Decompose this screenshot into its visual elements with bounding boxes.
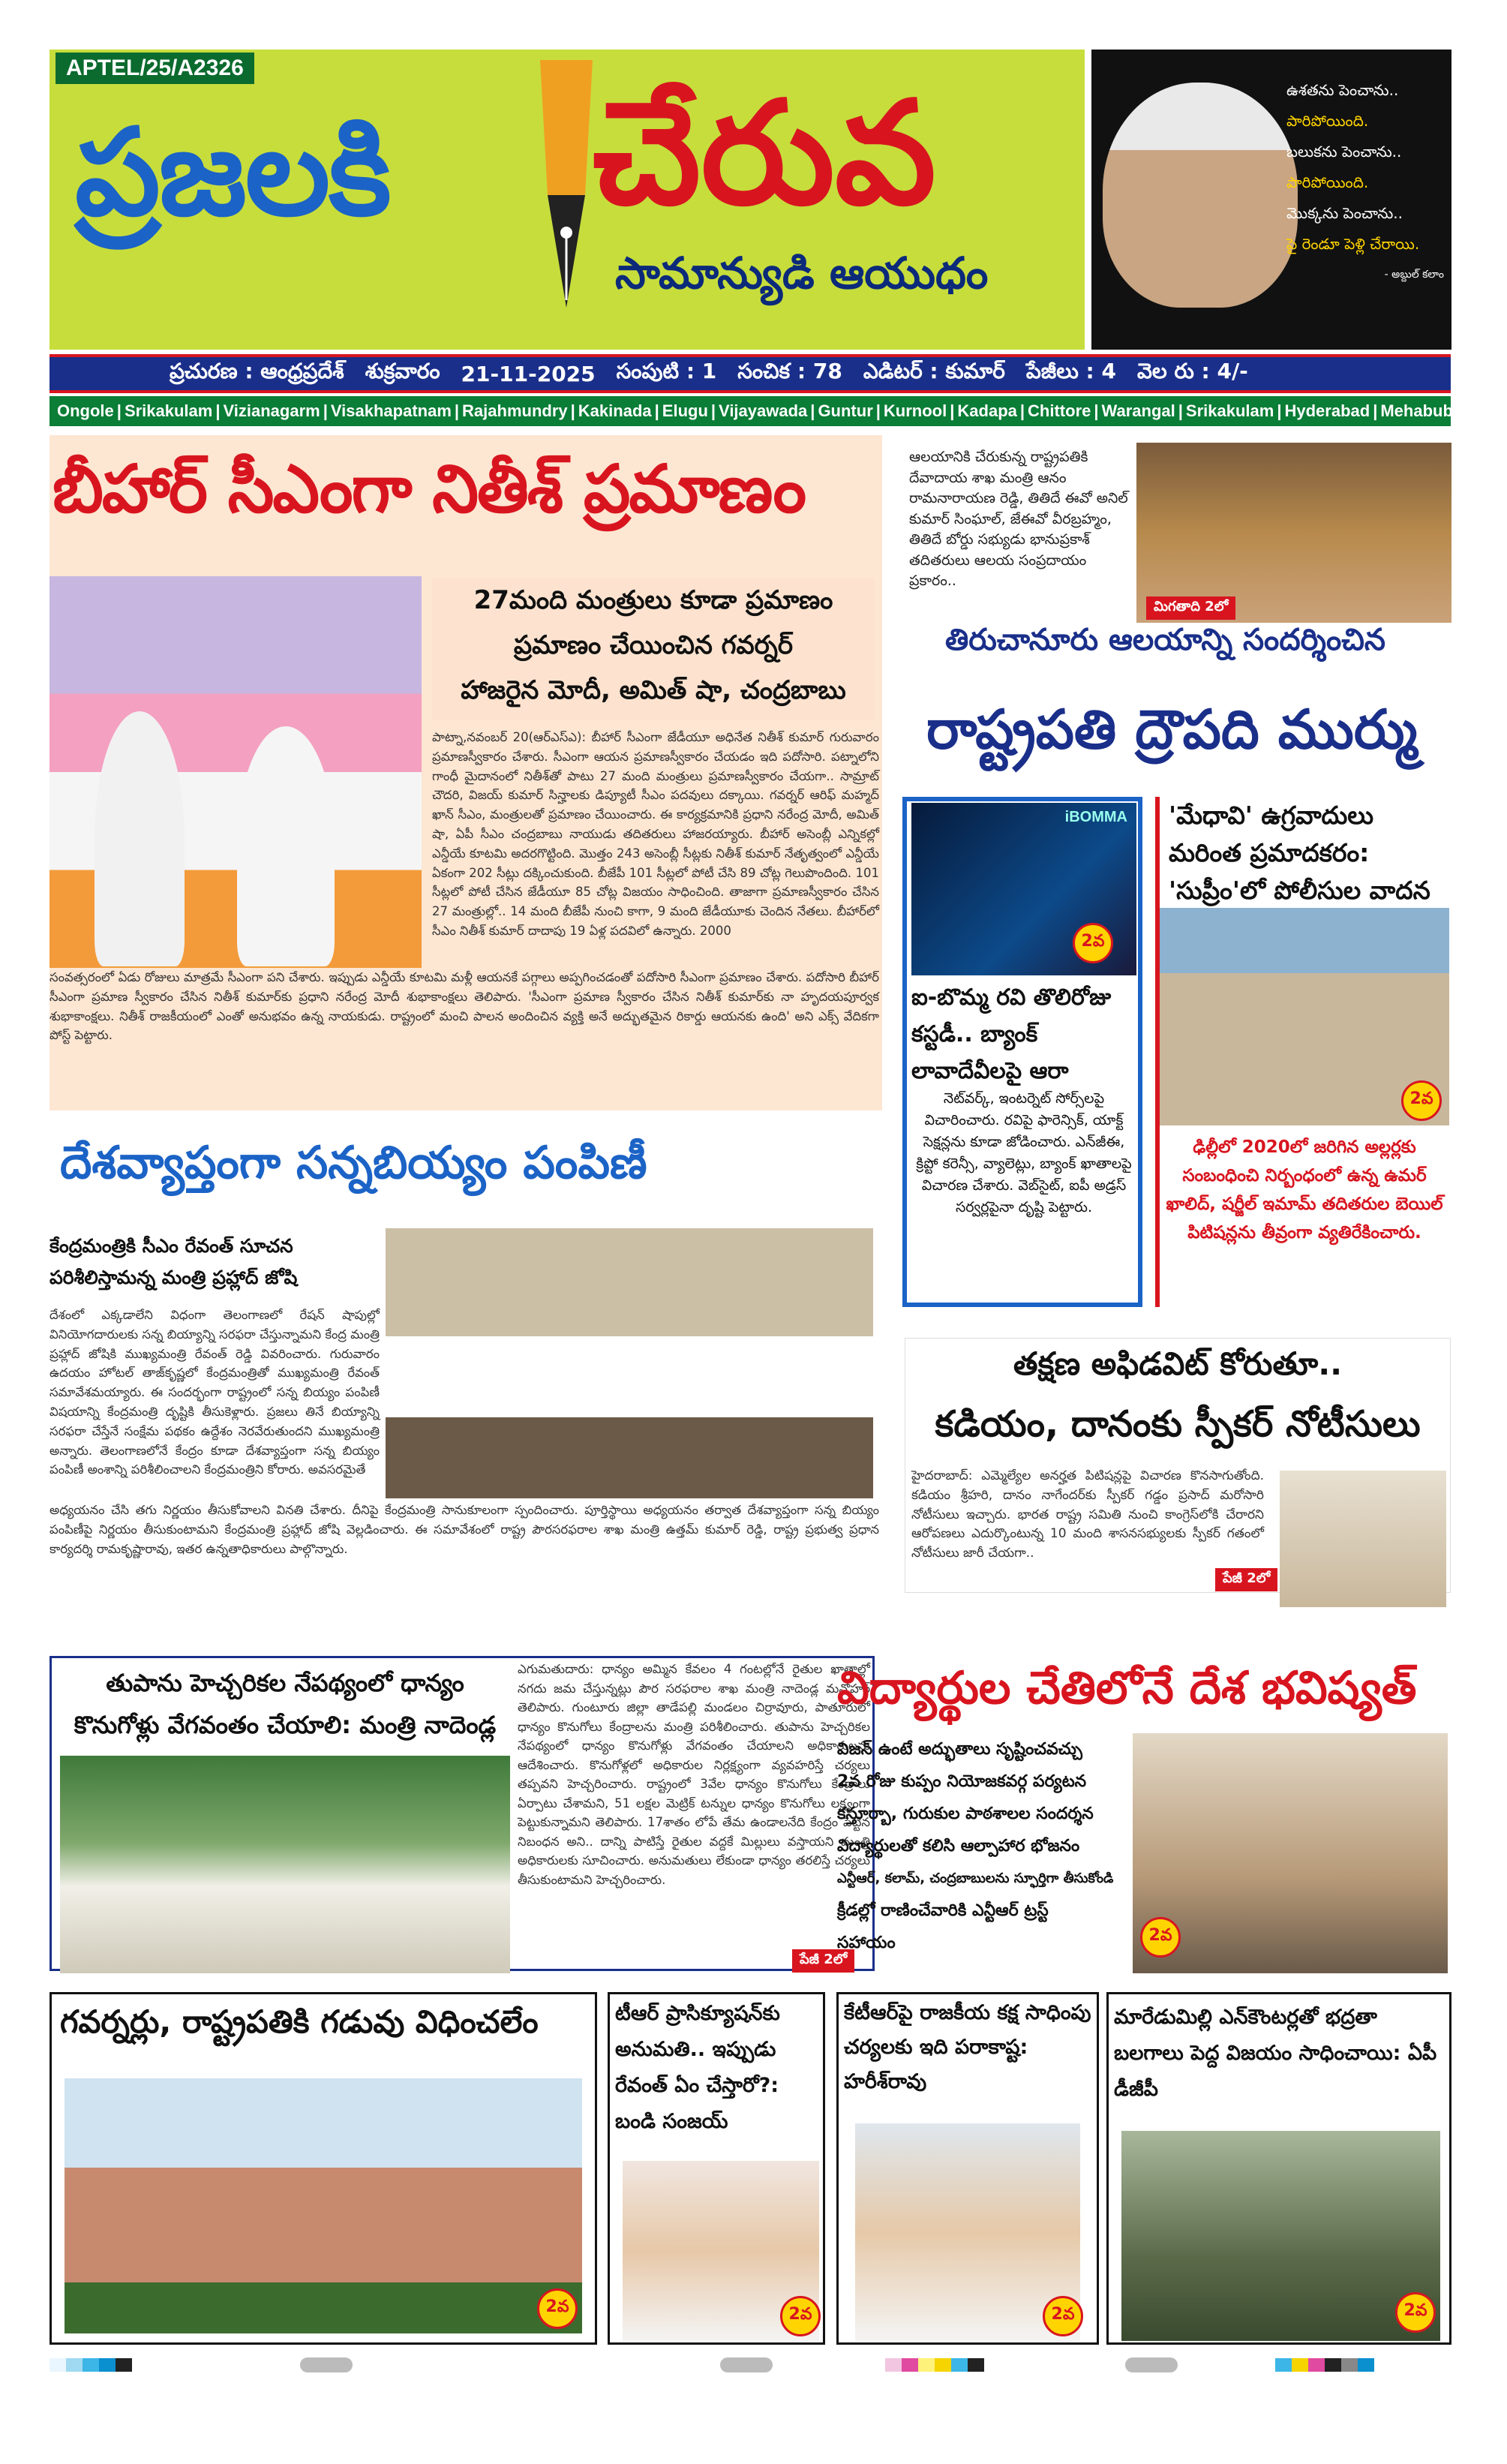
kadiam-body: హైదరాబాద్: ఎమ్మెల్యేల అనర్హత పిటిషన్లపై విచారణ కొనసాగుతోంది. కడియం శ్రీహరి, దానం నాగేందర్‌కు స్పీకర్ గడ్డం ప్రసాద్ మరోసారి నోటీసులు ఇచ్చారు. భారత రాష్ట్ర సమితి నుంచి కాంగ్రెస్‌లోకి చేరారని ఆరోపణలు ఎదుర్కొంటున్న 10 మంది శాసనసభ్యులకు స్పీకర్ గతంలో నోటీసులు జారీ చేయగా..: [911, 1468, 1264, 1561]
city-item: | Guntur: [810, 401, 872, 421]
kalam-portrait: [1103, 83, 1298, 308]
info-bar: [50, 354, 1451, 393]
president-head2: రాష్ట్రపతి ద్రౌపది ముర్ము: [926, 698, 1418, 761]
maredumilli-headline: మారేడుమిల్లి ఎన్‌కౌంటర్లతో భద్రతా బలగాలు పెద్ద విజయం సాధించాయి: ఏపీ డీజీపీ: [1114, 2006, 1437, 2101]
rice-sub2: పరిశీలిస్తామన్న మంత్రి ప్రహ్లాద్ జోషి: [50, 1267, 298, 1288]
city-item: | Visakhapatnam: [323, 401, 452, 421]
security-forces-photo: [1121, 2131, 1440, 2341]
quote-line: మొక్కను పెంచాను..: [1286, 204, 1403, 222]
kadiam-head1: తక్షణ అఫిడవిట్ కోరుతూ..: [1013, 1345, 1343, 1382]
info-volume: సంపుటి : 1: [616, 359, 717, 383]
registration-pill: [1125, 2357, 1178, 2372]
continued-badge: పేజీ 2లో: [792, 1949, 854, 1973]
bandi-headline: టీఆర్ ప్రాసిక్యూషన్‌కు అనుమతి.. ఇప్పుడు రేవంత్ ఏం చేస్తారో?: బండి సంజయ్: [615, 2002, 780, 2133]
info-date: 21-11-2025: [461, 361, 596, 386]
nadendla-headline: తుపాను హెచ్చరికల నేపథ్యంలో ధాన్యం కొనుగోళ్లు వేగవంతం చేయాలి: మంత్రి నాదెండ్ల: [74, 1669, 497, 1739]
info-publication: ప్రచురణ : ఆంధ్రప్రదేశ్: [170, 359, 344, 383]
bihar-headline: బీహార్ సీఎంగా నితీశ్ ప్రమాణం: [53, 450, 806, 527]
bihar-body: పాట్నా,నవంబర్ 20(ఆర్ఎస్ఎ): బీహార్ సీఎంగా జేడీయూ అధినేత నితీశ్ కుమార్ గురువారం ప్రమాణస్వీకారం చేశారు. సీఎంగా ఆయన ప్రమాణస్వీకారం చేయడం ఇది పదోసారి. పట్నాలోని గాంధీ మైదానంలో నితీశ్‌తో పాటు 27 మంది మంత్రులు ప్రమాణస్వీకారం చేయగా.. సామ్రాట్ చౌదరి, విజయ్ కుమార్ సిన్హాలకు డిప్యూటీ సీఎం పదవులు దక్కాయి. గవర్నర్ ఆరిఫ్ మహ్మద్ ఖాన్ సీఎం, మంత్రులతో ప్రమాణం చేయించారు. ఈ కార్యక్రమానికి ప్రధాని నరేంద్ర మోదీ, అమిత్ షా, ఏపీ సీఎం చంద్రబాబు నాయుడు తదితరులు హాజరయ్యారు. బీహార్ అసెంబ్లీ ఎన్నికల్లో ఎన్డీయే కూటమి అదరగొట్టింది. మొత్తం 243 అసెంబ్లీ సీట్లకు నితీశ్ కుమార్ నేతృత్వంలో ఎన్డీయే ఏకంగా 202 సీట్లు దక్కించుకుంది. బీజేపీ 101 సీట్లలో పోటీ చేసి 89 చోట్ల గెలుపొందింది. 101 సీట్లలో పోటీ చేసిన జేడీయూ 85 చోట్ల విజయం సాధించింది. తాజాగా ప్రమాణస్వీకారం చేసిన 27 మంత్రుల్లో.. 14 మంది బీజేపీ నుంచి కాగా, 9 మంది జేడీయూకు చెందిన నేతలు. బీహార్‌లో సీఎం నితీశ్ కుమార్ దాదాపు 19 ఏళ్ల పదవిలో ఉన్నారు. 2000: [432, 730, 879, 938]
quote-line: ఉశతను పెంచాను..: [1286, 81, 1399, 99]
continued-badge: మిగతాది 2లో: [1146, 596, 1235, 620]
continued-badge: పేజీ 2లో: [1215, 1568, 1277, 1591]
bihar-subheads: [432, 578, 875, 720]
ibomma-headline: ఐ-బొమ్మ రవి తొలిరోజు కస్టడీ.. బ్యాంక్ లావాదేవీలపై ఆరా: [911, 984, 1112, 1084]
vidya-line: 2వ రోజు కుప్పం నియోజకవర్గ పర్యటన: [837, 1772, 1087, 1791]
page2-badge: 2వ: [1395, 2292, 1436, 2333]
president-body: ఆలయానికి చేరుకున్న రాష్ట్రపతికి దేవాదాయ శాఖ మంత్రి ఆనం రామనారాయణ రెడ్డి, తితిదే ఈవో అనిల్ కుమార్ సింఘాల్, జేఈవో వీరబ్రహ్మం, తితిదే బోర్డు సభ్యుడు భానుప్రకాశ్ తదితరులు ఆలయ సంప్రదాయం ప్రకారం..: [909, 449, 1128, 589]
bihar-sub3: హాజరైన మోదీ, అమిత్ షా, చంద్రబాబు: [461, 675, 846, 705]
vidya-line: విజన్ ఉంటే అద్భుతాలు సృష్టించవచ్చు: [837, 1740, 1082, 1759]
ibomma-logo: iBOMMA: [1064, 809, 1127, 825]
medhavi-body: ఢిల్లీలో 2020లో జరిగిన అల్లర్లకు సంబంధించి నిర్బంధంలో ఉన్న ఉమర్ ఖాలిద్, షర్జీల్ ఇమామ్ తదితరుల బెయిల్ పిటిషన్లను తీవ్రంగా వ్యతిరేకించారు.: [1166, 1137, 1443, 1243]
logo-left-text: ప్రజలకి: [75, 102, 390, 242]
color-registration-marks: [885, 2358, 984, 2372]
quote-line: బలుకను పెంచాను..: [1286, 143, 1402, 161]
vidya-line: కస్తూర్బా, గురుకుల పాఠశాలల సందర్శన: [837, 1804, 1094, 1823]
bihar-photo: [50, 576, 422, 968]
president-photo: [1136, 443, 1451, 623]
quote-line: పారిపోయింది.: [1286, 112, 1369, 130]
registration-number: APTEL/25/A2326: [56, 53, 254, 84]
rice-subheads: [50, 1230, 297, 1294]
city-item: | Srikakulam: [117, 401, 213, 421]
president-head1: తిరుచానూరు ఆలయాన్ని సందర్శించిన: [945, 623, 1385, 657]
logo-right-text: చేరువ: [593, 71, 936, 236]
supreme-court-photo: [65, 2078, 582, 2333]
rice-body-cont: అధ్యయనం చేసి తగు నిర్ణయం తీసుకోవాలని వినతి చేశారు. దీనిపై కేంద్రమంత్రి సానుకూలంగా స్పందించారు. పూర్తిస్థాయి అధ్యయనం తర్వాత దేశవ్యాప్తంగా సన్న బియ్యం పంపిణీపై నిర్ణయం తీసుకుంటామని కేంద్రమంత్రి ప్రహ్లాద్ జోషి వెల్లడించారు. ఈ సమావేశంలో రాష్ట్ర పౌరసరఫరాల శాఖ మంత్రి ఉత్తమ్ కుమార్ రెడ్డి, రాష్ట్ర ప్రభుత్వ ప్రధాన కార్యదర్శి రామకృష్ణారావు, ఇతర ఉన్నతాధికారులు పాల్గొన్నారు.: [50, 1503, 879, 1556]
governors-headline: గవర్నర్లు, రాష్ట్రపతికి గడువు విధించలేం: [60, 2003, 539, 2040]
page2-badge: 2వ: [1043, 2296, 1083, 2336]
page2-badge: 2వ: [537, 2288, 578, 2329]
vidya-line: విద్యార్థులతో కలిసి ఆల్పాహార భోజనం: [837, 1837, 1080, 1856]
rice-headline: దేశవ్యాప్తంగా సన్నబియ్యం పంపిణీ: [60, 1137, 647, 1189]
nadendla-photo: [60, 1756, 510, 1973]
vidya-line: క్రీడల్లో రాణించేవారికి ఎన్టీఆర్ ట్రస్ట్: [837, 1901, 1049, 1920]
city-item: | Rajahmundry: [455, 401, 568, 421]
city-item: | Chittore: [1020, 401, 1091, 421]
rice-body: దేశంలో ఎక్కడాలేని విధంగా తెలంగాణలో రేషన్ షాపుల్లో వినియోగదారులకు సన్న బియ్యాన్ని సరఫరా చేస్తున్నామని కేంద్ర మంత్రి ప్రహ్లాద్ జోషికి ముఖ్యమంత్రి రేవంత్ రెడ్డి వివరించారు. గురువారం ఉదయం హోటల్ తాజ్‌కృష్ణలో కేంద్రమంత్రితో ముఖ్యమంత్రి రేవంత్ సమావేశమయ్యారు. ఈ సందర్భంగా రాష్ట్రంలో సన్న బియ్యం పంపిణీ విషయాన్ని కేంద్రమంత్రి దృష్టికి తీసుకెళ్లారు. ప్రజలు తినే బియ్యాన్ని సరఫరా చేస్తేనే సంక్షేమ పథకం ఉద్దేశం నెరవేరుతుందని ముఖ్యమంత్రి అన్నారు. తెలంగాణలోనే కేంద్రం కూడా దేశవ్యాప్తంగా సన్న బియ్యం పంపిణీ అంశాన్ని పరిశీలించాలని కేంద్రమంత్రిని కోరారు. అవసరమైతే: [50, 1308, 380, 1477]
speaker-photo: [1280, 1471, 1446, 1607]
vidya-headline: విద్యార్థుల చేతిలోనే దేశ భవిష్యత్: [837, 1662, 1417, 1714]
vidya-line: ఎన్టీఆర్, కలామ్, చంద్రబాబులను స్ఫూర్తిగా తీసుకోండి: [837, 1871, 1114, 1886]
registration-pill: [300, 2357, 353, 2372]
page2-badge: 2వ: [1401, 1080, 1442, 1121]
color-registration-marks: [1275, 2358, 1374, 2372]
rice-meeting-photo: [386, 1228, 873, 1498]
city-item: | Warangal: [1094, 401, 1175, 421]
rice-sub1: కేంద్రమంత్రికి సీఎం రేవంత్ సూచన: [50, 1235, 293, 1257]
vidya-lines: [837, 1733, 1130, 1959]
city-item: | Vijayawada: [711, 401, 807, 421]
city-item: | Elugu: [655, 401, 708, 421]
bihar-sub2: ప్రమాణం చేయించిన గవర్నర్: [513, 630, 794, 660]
color-registration-marks: [50, 2358, 132, 2372]
quote-line: పై రెండూ పెళ్లి చేరాయి.: [1286, 235, 1420, 253]
bihar-sub1: 27మంది మంత్రులు కూడా ప్రమాణం: [473, 585, 833, 615]
medhavi-headline: 'మేధావి' ఉగ్రవాదులు మరింత ప్రమాదకరం: 'సుప్రీం'లో పోలీసుల వాదన: [1169, 801, 1430, 905]
info-price: వెల రు : 4/-: [1136, 359, 1248, 383]
city-item: | Kadapa: [950, 401, 1017, 421]
tagline: సామాన్యుడి ఆయుధం: [615, 248, 989, 299]
kadiam-head2: కడియం, దానంకు స్పీకర్ నోటీసులు: [935, 1403, 1421, 1445]
quote-text: [1286, 75, 1444, 290]
registration-pill: [720, 2357, 773, 2372]
quote-author: - అబ్దుల్ కలాం: [1384, 269, 1444, 281]
ibomma-body: నెట్‌వర్క్, ఇంటర్నెట్ సోర్స్‌లపై విచారించారు. రవిపై ఫారెన్సిక్, యాక్ట్ సెక్షన్లను కూడా జోడించారు. ఎన్‌జీఈ, క్రిప్టో కరెన్సీ, వ్యాలెట్లు, బ్యాంక్ ఖాతాలపై విచారణ చేశారు. వెబ్‌సైట్, ఐపీ అడ్రస్ సర్వర్లపైనా దృష్టి పెట్టారు.: [916, 1090, 1132, 1215]
bihar-body-cont: సంవత్సరంలో ఏడు రోజులు మాత్రమే సీఎంగా పని చేశారు. ఇప్పుడు ఎన్డీయే కూటమి మళ్లీ ఆయనకే పగ్గాలు అప్పగించడంతో పదోసారి సీఎంగా ప్రమాణం చేశారు. పదోసారి బీహార్ సీఎంగా ప్రమాణ స్వీకారం చేసిన నితీశ్ కుమార్‌కు ప్రధాని నరేంద్ర మోదీ శుభాకాంక్షలు తెలిపారు. 'సీఎంగా ప్రమాణ స్వీకారం చేసిన నితీశ్ కుమార్‌కు నా హృదయపూర్వక శుభాకాంక్షలు. నితీశ్ రాజకీయంలో ఎంతో అనుభవం ఉన్న నాయకుడు. రాష్ట్రంలో మంచి పాలన అందించిన వ్యక్తి అనే అద్భుతమైన రికార్డు ఆయనకు ఉంది' అని ఎక్స్ వేదికగా పోస్ట్ పెట్టారు.: [50, 970, 879, 1043]
page2-badge: 2వ: [780, 2296, 821, 2336]
city-item: | Srikakulam: [1178, 401, 1274, 421]
harish-headline: కేటీఆర్‌పై రాజకీయ కక్ష సాధింపు చర్యలకు ఇది పరాకాష్ట: హరీశ్‌రావు: [844, 2001, 1091, 2093]
info-issue: సంచిక : 78: [737, 359, 842, 383]
nadendla-body: ఎగుమతుదారు: ధాన్యం అమ్మిన కేవలం 4 గంటల్లోనే రైతుల ఖాతాల్లో నగదు జమ చేస్తున్నట్లు పౌర సరఫరాల శాఖ మంత్రి నాదెండ్ల మనోహర్ తెలిపారు. గుంటూరు జిల్లా తాడేపల్లి మండలం చిర్రావూరు, పాతూరులో ధాన్యం కొనుగోలు కేంద్రాలను మంత్రి పరిశీలించారు. తుపాను హెచ్చరికల నేపథ్యంలో ధాన్యం కొనుగోళ్లు వేగవంతం చేయాలని అధికారులను ఆదేశించారు. కొనుగోళ్లలో అధికారుల నిర్లక్ష్యంగా వ్యవహరిస్తే చర్యలు తప్పవని హెచ్చరించారు. రాష్ట్రంలో 3వేల ధాన్యం కొనుగోలు కేంద్రాలు ఏర్పాటు చేశామని, 51 లక్షల మెట్రిక్ టన్నుల ధాన్యం కొనుగోలు లక్ష్యంగా పెట్టుకున్నామని తెలిపారు. 17శాతం లోపే తేమ ఉండాలనేది కేంద్రం పెట్టిన నిబంధన అని.. దాన్ని పాటిస్తే రైతుల వద్దకే మిల్లులు వస్తాయని మంత్రి అధికారులకు సూచించారు. అనుమతులు లేకుండా ధాన్యం తరలిస్తే చర్యలు తీసుకుంటామని హెచ్చరించారు.: [518, 1662, 870, 1887]
info-editor: ఎడిటర్ : కుమార్: [863, 359, 1005, 383]
info-pages: పేజీలు : 4: [1025, 359, 1116, 383]
city-item: Ongole: [57, 401, 114, 420]
quote-line: పారిపోయింది.: [1286, 173, 1369, 191]
page2-badge: 2వ: [1140, 1917, 1181, 1958]
city-bar: [50, 396, 1507, 426]
info-day: శుక్రవారం: [365, 359, 440, 383]
page2-badge: 2వ: [1073, 923, 1113, 963]
city-item: | Kurnool: [876, 401, 947, 421]
city-item: | Vizianagarm: [215, 401, 320, 421]
vidya-line: సహాయం: [837, 1934, 896, 1952]
city-item: | Kakinada: [571, 401, 652, 421]
city-item: | Hyderabad: [1277, 401, 1370, 421]
city-item: | Mehabubanagar: [1373, 401, 1507, 421]
